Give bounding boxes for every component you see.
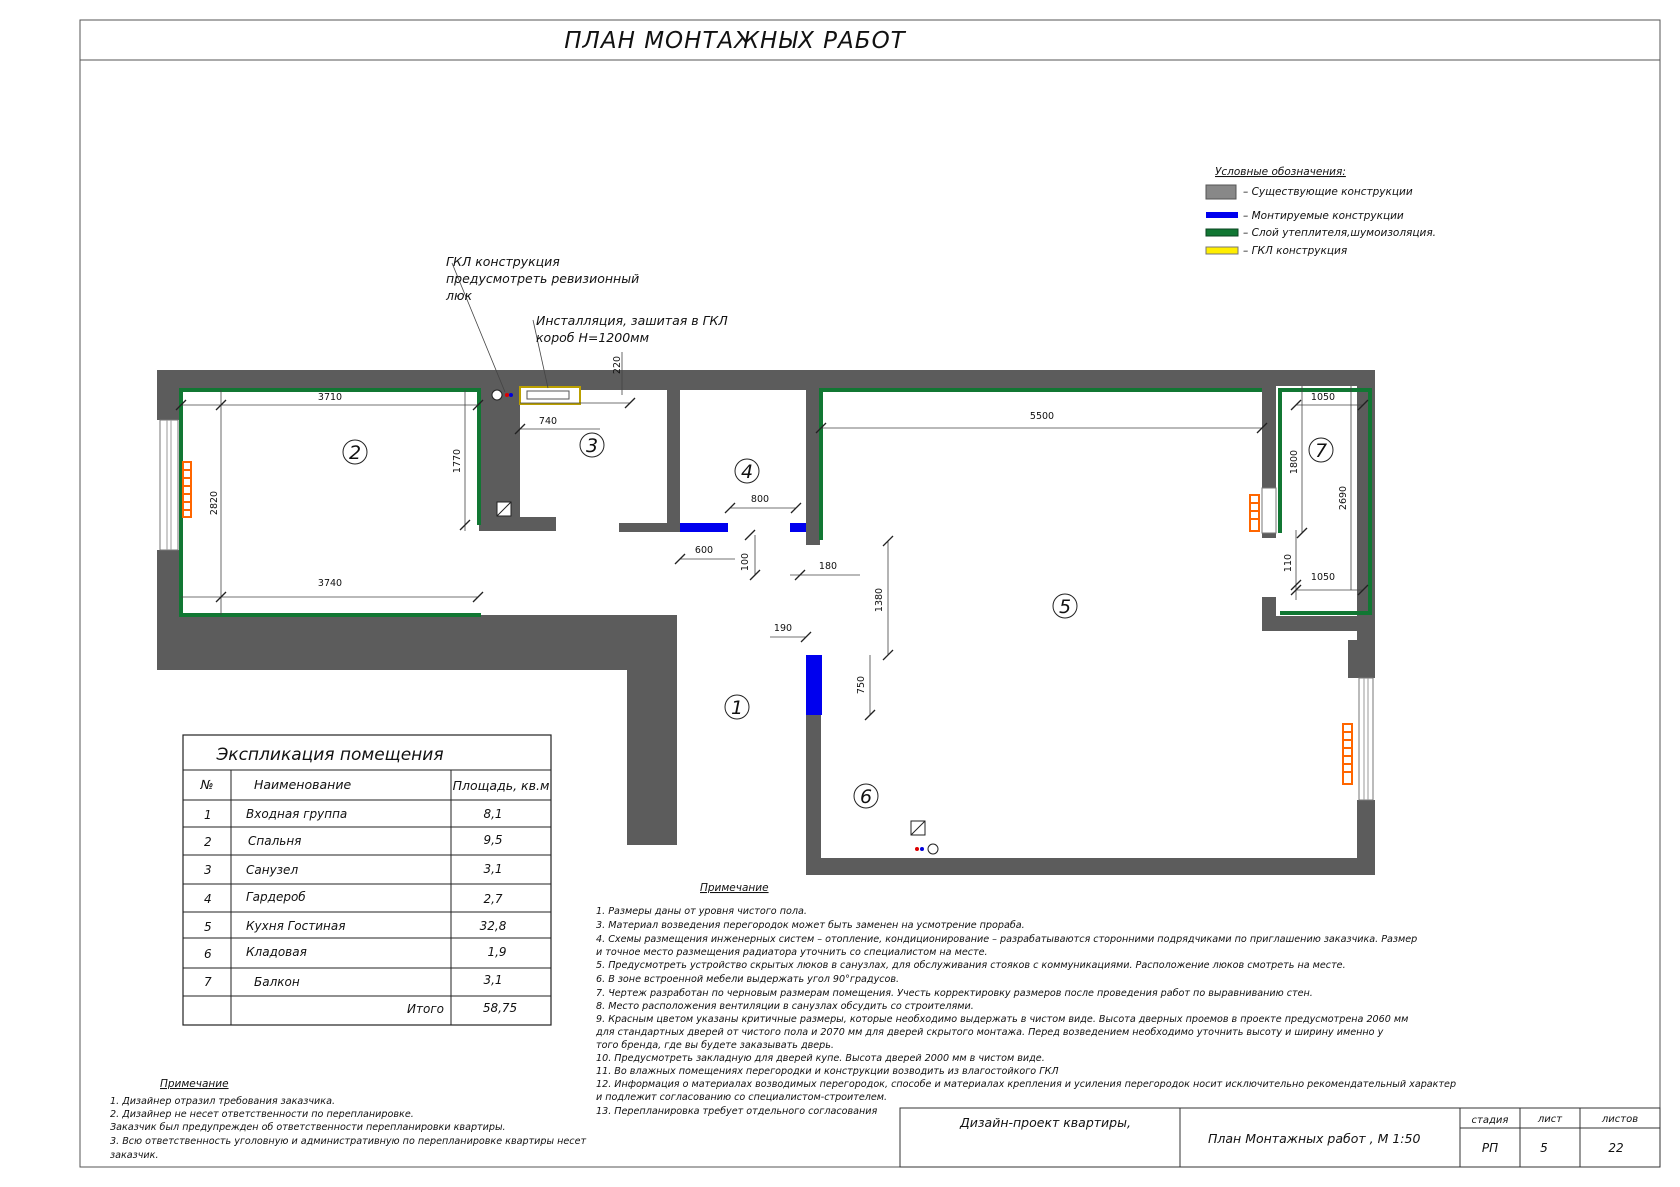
dim-label: 3740 (317, 578, 343, 589)
notes-main-line: 9. Красным цветом указаны критичные размеры, которые необходимо выдержать в чистом виде. Высота дверных проемов в проекте предусмотрена 2060 мм (596, 1014, 1409, 1025)
explication-table (183, 735, 551, 1025)
notes-side (110, 1078, 586, 1161)
notes-main-line: 1. Размеры даны от уровня чистого пола. (596, 906, 807, 917)
explication-header: Площадь, кв.м (452, 778, 550, 793)
explication-cell: Кладовая (246, 945, 307, 959)
explication-cell: 6 (204, 947, 212, 961)
room-number: 5 (1058, 596, 1072, 618)
dim-label: 190 (773, 623, 793, 634)
explication-cell: 7 (204, 975, 212, 989)
explication-cell: Балкон (254, 975, 300, 989)
explication-header: Наименование (254, 777, 352, 792)
explication-cell: 2,7 (483, 892, 503, 906)
room-number: 3 (585, 435, 599, 457)
explication-cell: 2 (204, 835, 212, 849)
explication-cell: 1 (204, 808, 212, 822)
legend-swatch-existing (1206, 185, 1236, 199)
explication-header: № (200, 777, 214, 792)
dim-label: 100 (740, 552, 751, 572)
explication-cell: Гардероб (246, 890, 306, 904)
dim-label: 180 (818, 561, 838, 572)
explication-cell: Санузел (246, 863, 299, 877)
page-title: ПЛАН МОНТАЖНЫХ РАБОТ (564, 28, 906, 54)
dim-label: 800 (750, 494, 770, 505)
callout-texts (445, 254, 728, 345)
notes-main-line: 13. Перепланировка требует отдельного согласования (596, 1106, 878, 1117)
room-number: 6 (859, 786, 873, 808)
notes-main-line: 11. Во влажных помещениях перегородки и конструкции возводить из влагостойкого ГКЛ (596, 1066, 1059, 1077)
explication-title: Экспликация помещения (216, 745, 444, 765)
explication-total-value: 58,75 (482, 1001, 518, 1015)
stamp-sheet-name: План Монтажных работ , М 1:50 (1208, 1131, 1421, 1146)
explication-cell: 1,9 (487, 945, 507, 959)
callout-install-line: Инсталляция, зашитая в ГКЛ (536, 313, 728, 328)
notes-side-line: 2. Дизайнер не несет ответственности по перепланировке. (110, 1109, 414, 1120)
explication-cell: 3,1 (483, 973, 503, 987)
room-number: 7 (1314, 440, 1328, 462)
notes-main-line: 3. Материал возведения перегородок может быть заменен на усмотрение прораба. (596, 920, 1025, 931)
dim-label: 2820 (209, 490, 220, 516)
explication-cell: 32,8 (479, 919, 507, 933)
dim-label: 1770 (452, 448, 463, 474)
room-number: 1 (730, 697, 744, 719)
stamp-sheet: 5 (1540, 1141, 1548, 1155)
stamp-sheets: 22 (1608, 1141, 1624, 1155)
notes-main-line: и подлежит согласованию со специалистом-строителем. (596, 1092, 888, 1103)
notes-main-line: 8. Место расположения вентиляции в санузлах обсудить со строителями. (596, 1001, 974, 1012)
notes-side-line: 3. Всю ответственность уголовную и административную по перепланировке квартиры несет (110, 1136, 587, 1147)
notes-main-line: 10. Предусмотреть закладную для дверей купе. Высота дверей 2000 мм в чистом виде. (596, 1053, 1045, 1064)
legend-heading: Условные обозначения: (1215, 166, 1346, 178)
stamp-header-stage: стадия (1471, 1115, 1509, 1126)
legend-swatch-insulation (1206, 229, 1238, 236)
notes-main-line: 4. Схемы размещения инженерных систем – отопление, кондиционирование – разрабатываются сторонними подрядчиками по приглашению заказчика. Размер (596, 934, 1418, 945)
dim-label: 5500 (1029, 411, 1055, 422)
dim-label: 740 (538, 416, 558, 427)
explication-cell: 5 (204, 920, 212, 934)
dim-label: 1050 (1310, 572, 1336, 583)
legend-item: – Существующие конструкции (1243, 186, 1413, 198)
notes-side-heading: Примечание (160, 1078, 229, 1090)
legend-swatch-new (1206, 212, 1238, 218)
explication-cell: Спальня (248, 834, 302, 848)
dim-label: 110 (1283, 553, 1294, 573)
notes-main-line: и точное место размещения радиатора уточнить со специалистом на месте. (596, 947, 988, 958)
dim-label: 1380 (874, 587, 885, 613)
title-block (900, 1108, 1660, 1167)
notes-main-heading: Примечание (700, 882, 769, 894)
toilet-installation (527, 391, 569, 399)
notes-side-line: Заказчик был предупрежден об ответственности перепланировки квартиры. (110, 1122, 506, 1133)
explication-cell: Входная группа (246, 807, 348, 821)
callout-gkl-line: люк (446, 288, 473, 303)
notes-side-line: 1. Дизайнер отразил требования заказчика. (110, 1096, 336, 1107)
dim-label: 750 (856, 675, 867, 695)
callout-gkl-line: ГКЛ конструкция (446, 254, 560, 269)
notes-main (595, 882, 1456, 1117)
notes-main-line: 12. Информация о материалах возводимых перегородок, способе и материалах крепления и усиления перегородок носит исключительно рекомендательный характер (596, 1079, 1457, 1090)
explication-cell: 3 (204, 863, 212, 877)
legend-item: – ГКЛ конструкция (1243, 245, 1348, 257)
dim-label: 3710 (317, 392, 343, 403)
callout-gkl-line: предусмотреть ревизионный (446, 271, 640, 286)
legend (1206, 166, 1436, 257)
explication-total-label: Итого (407, 1002, 444, 1016)
legend-swatch-gkl (1206, 247, 1238, 254)
dim-label: 220 (612, 355, 623, 375)
dim-label: 2690 (1338, 485, 1349, 511)
explication-cell: 9,5 (483, 833, 503, 847)
notes-main-line: того бренда, где вы будете заказывать дверь. (596, 1040, 834, 1051)
dim-label: 1050 (1310, 392, 1336, 403)
legend-item: – Монтируемые конструкции (1243, 210, 1404, 222)
room-number: 2 (348, 442, 362, 464)
dim-label: 600 (694, 545, 714, 556)
explication-cell: 3,1 (483, 862, 503, 876)
stamp-header-sheets: листов (1601, 1114, 1639, 1125)
explication-cell: 4 (204, 892, 212, 906)
stamp-stage: РП (1481, 1141, 1499, 1155)
dim-label: 1800 (1289, 449, 1300, 475)
explication-cell: Кухня Гостиная (246, 919, 346, 933)
notes-side-line: заказчик. (110, 1150, 159, 1161)
explication-cell: 8,1 (483, 807, 503, 821)
room-number: 4 (740, 461, 754, 483)
legend-item: – Слой утеплителя,шумоизоляция. (1243, 227, 1436, 239)
notes-main-line: 7. Чертеж разработан по черновым размерам помещения. Учесть корректировку размеров после проведения работ по выравниванию стен. (596, 988, 1313, 999)
callout-install-line: короб Н=1200мм (536, 330, 650, 345)
notes-main-line: 6. В зоне встроенной мебели выдержать угол 90°градусов. (596, 974, 900, 985)
stamp-project: Дизайн-проект квартиры, (960, 1115, 1131, 1130)
notes-main-line: для стандартных дверей от чистого пола и 2070 мм для дверей скрытого монтажа. Перед возведением необходимо уточнить высоту и ширину именно у (596, 1027, 1384, 1038)
notes-main-line: 5. Предусмотреть устройство скрытых люков в санузлах, для обслуживания стояков с коммуникациями. Расположение люков смотреть на месте. (596, 960, 1346, 971)
stamp-header-sheet: лист (1537, 1114, 1563, 1125)
